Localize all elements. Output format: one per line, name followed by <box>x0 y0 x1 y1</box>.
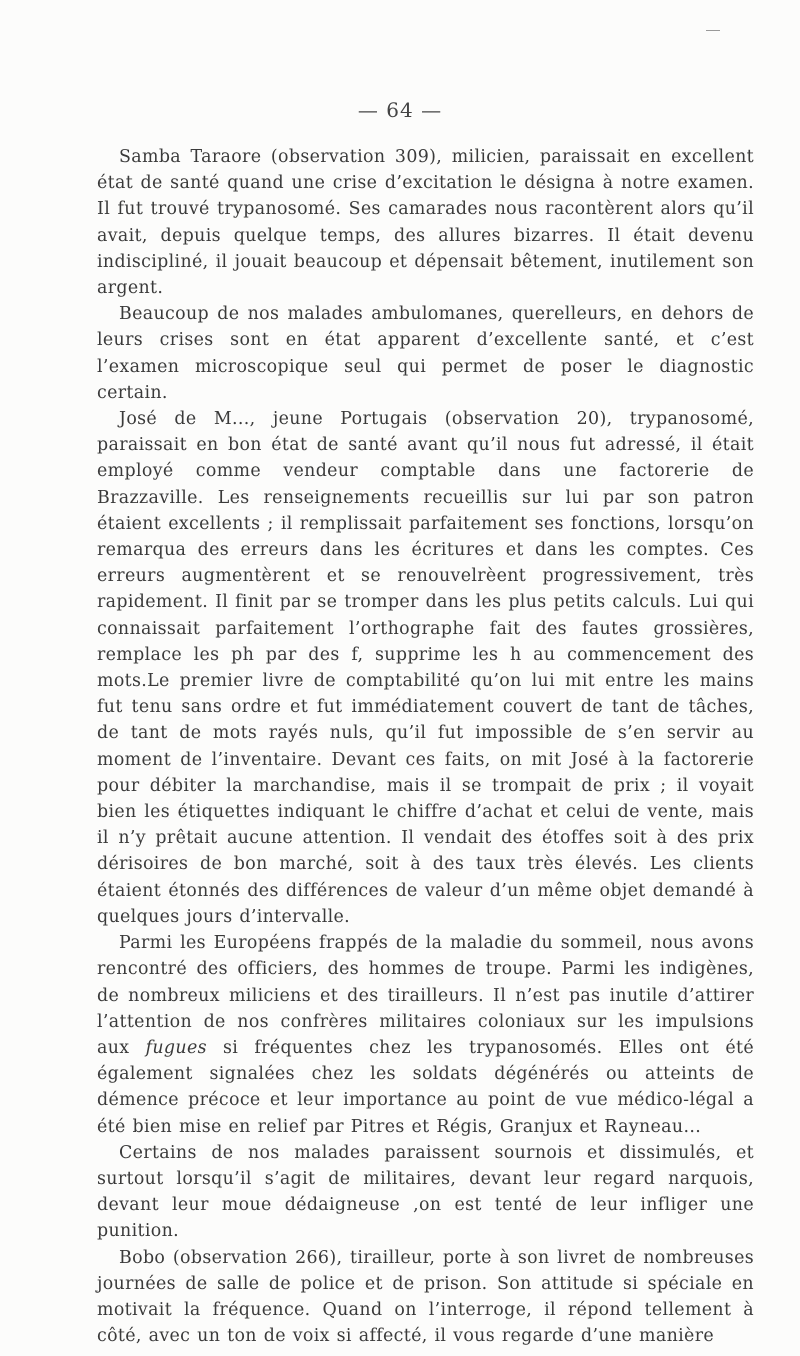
paragraph-europeens-part2: si fréquentes chez les trypanosomés. Elles ont été également signalées chez les soldats dégénérés ou atteints de démence précoce et leur importance au point de vue médico-légal a été bien mise en relief par Pitres et Régis, Granjux et Rayneau... <box>97 1037 754 1137</box>
body-text <box>97 144 754 1349</box>
paragraph-europeens-part1: Parmi les Européens frappés de la maladie du sommeil, nous avons rencontré des officiers, des hommes de troupe. Parmi les indigènes, de nombreux miliciens et des tirailleurs. Il n’est pas inutile d’attirer l’attention de nos confrères militaires coloniaux sur les impulsions aux <box>97 933 754 1058</box>
paragraph-samba-taraore: Samba Taraore (observation 309), milicien, paraissait en excellent état de santé quand une crise d’excitation le désigna à notre examen. Il fut trouvé trypanosomé. Ses camarades nous racontèrent alors qu’il avait, depuis quelque temps, des allures bizarres. Il était devenu indiscipliné, il jouait beaucoup et dépensait bêtement, inutilement son argent. <box>97 147 754 299</box>
paragraph-europeens <box>97 930 754 1140</box>
paragraph-ambulomanes: Beaucoup de nos malades ambulomanes, querelleurs, en dehors de leurs crises sont en état apparent d’excellente santé, et c’est l’examen microscopique seul qui permet de poser le diagnostic certain. <box>97 304 754 403</box>
paragraph-jose: José de M..., jeune Portugais (observation 20), trypanosomé, paraissait en bon état de santé avant qu’il nous fut adressé, il était employé comme vendeur comptable dans une factorerie de Brazzaville. Les renseignements recueillis sur lui par son patron étaient excellents ; il remplissait parfaitement ses fonctions, lorsqu’on remarqua des erreurs dans les écritures et dans les comptes. Ces erreurs augmentèrent et se renouvelrèent progressivement, très rapidement. Il finit par se tromper dans les plus petits calculs. Lui qui connaissait parfaitement l’orthographe fait des fautes grossières, remplace les ph par des f, supprime les h au commencement des mots.Le premier livre de comptabilité qu’on lui mit entre les mains fut tenu sans ordre et fut immédiatement couvert de tant de tâches, de tant de mots rayés nuls, qu’il fut impossible de s’en servir au moment de l’inventaire. Devant ces faits, on mit José à la factorerie pour débiter la marchandise, mais il se trompait de prix ; il voyait bien les étiquettes indiquant le chiffre d’achat et celui de vente, mais il n’y prêtait aucune attention. Il vendait des étoffes soit à des prix dérisoires de bon marché, soit à des taux très élevés. Les clients étaient étonnés des différences de valeur d’un même objet demandé à quelques jours d’intervalle. <box>97 409 754 927</box>
emphasis-fugues: fugues <box>145 1037 207 1058</box>
paragraph-sournois: Certains de nos malades paraissent sournois et dissimulés, et surtout lorsqu’il s’agit de militaires, devant leur regard narquois, devant leur moue dédaigneuse ,on est tenté de leur infliger une punition. <box>97 1142 754 1242</box>
page-number: — 64 — <box>357 98 443 122</box>
paragraph-bobo: Bobo (observation 266), tirailleur, porte à son livret de nombreuses journées de salle de police et de prison. Son attitude si spéciale en motivait la fréquence. Quand on l’interroge, il répond tellement à côté, avec un ton de voix si affecté, il vous regarde d’une manière <box>97 1247 754 1347</box>
corner-mark <box>706 30 720 31</box>
